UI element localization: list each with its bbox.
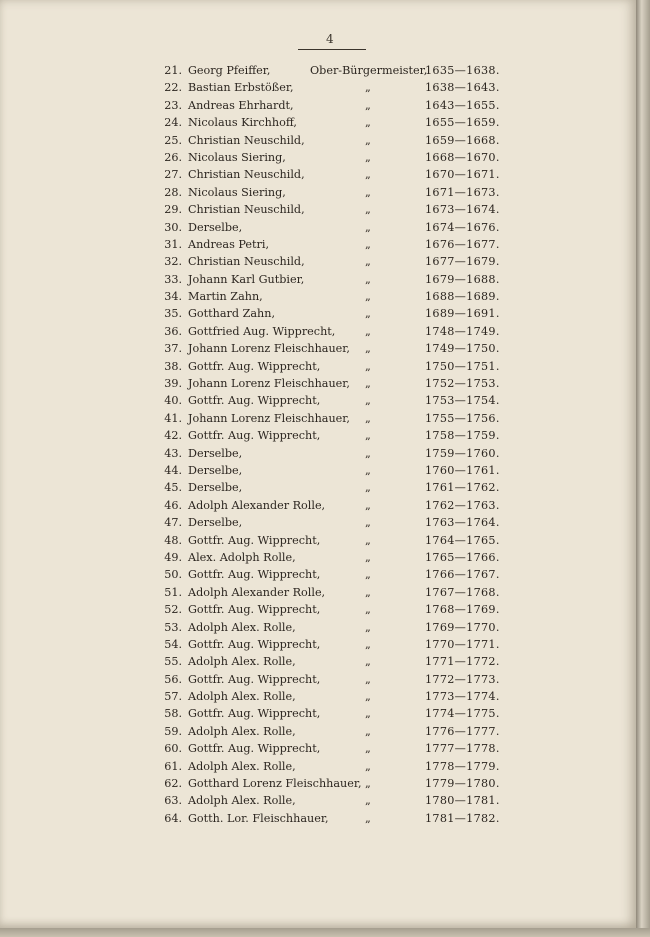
entry-name: Georg Pfeiffer,: [188, 64, 271, 77]
entry-office: „: [365, 203, 371, 217]
entry-years: 1668—1670.: [425, 150, 500, 164]
entry-years: 1673—1674.: [425, 203, 500, 217]
entry-office: „: [365, 394, 371, 408]
entry-years: 1670—1671.: [425, 168, 500, 182]
entry-office: „: [365, 255, 371, 269]
list-item: [160, 447, 520, 464]
entry-years: 1752—1753.: [425, 377, 500, 391]
entry-number: 47.: [164, 516, 182, 530]
entry-number: 64.: [164, 811, 182, 825]
list-item: [160, 638, 520, 655]
entry-office: „: [365, 150, 371, 164]
entry-years: 1762—1763.: [425, 498, 500, 512]
entry-office: „: [365, 133, 371, 147]
list-item: [160, 238, 520, 255]
entry-office: „: [365, 690, 371, 704]
entry-number: 54.: [164, 637, 182, 651]
entry-office: „: [365, 759, 371, 773]
entry-number: 36.: [164, 324, 182, 338]
entry-office: „: [365, 272, 371, 286]
list-item: [160, 481, 520, 498]
entry-name: Bastian Erbstößer,: [188, 81, 294, 95]
entry-years: 1774—1775.: [425, 707, 500, 721]
entry-name: Adolph Alex. Rolle,: [188, 724, 296, 738]
entry-years: 1763—1764.: [425, 516, 500, 530]
entry-years: 1760—1761.: [425, 463, 500, 477]
list-item: [160, 586, 520, 603]
list-item: [160, 603, 520, 620]
list-item: [160, 690, 520, 707]
entry-name: Christian Neuschild,: [188, 255, 305, 269]
entry-name: Christian Neuschild,: [188, 203, 305, 217]
entry-number: 63.: [164, 794, 182, 808]
entry-name: Gottfr. Aug. Wipprecht,: [188, 568, 321, 582]
list-item: [160, 499, 520, 516]
list-item: [160, 377, 520, 394]
list-item: [160, 621, 520, 638]
list-item: [160, 116, 520, 133]
entry-years: 1769—1770.: [425, 620, 500, 634]
list-item: [160, 673, 520, 690]
entry-years: 1780—1781.: [425, 794, 500, 808]
entry-number: 26.: [164, 150, 182, 164]
entry-name: Gottfr. Aug. Wipprecht,: [188, 394, 321, 408]
entry-number: 42.: [164, 429, 182, 443]
list-item: [160, 273, 520, 290]
entry-name: Andreas Ehrhardt,: [188, 98, 294, 112]
entry-number: 58.: [164, 707, 182, 721]
entry-office: „: [365, 429, 371, 443]
entry-office: „: [365, 307, 371, 321]
entry-number: 30.: [164, 220, 182, 234]
entry-years: 1777—1778.: [425, 742, 500, 756]
entry-office: „: [365, 516, 371, 530]
entry-years: 1753—1754.: [425, 394, 500, 408]
entry-number: 45.: [164, 481, 182, 495]
entry-number: 48.: [164, 533, 182, 547]
list-item: [160, 134, 520, 151]
entry-office: „: [365, 342, 371, 356]
entry-name: Nicolaus Siering,: [188, 185, 286, 199]
list-item: [160, 551, 520, 568]
entry-name: Gottfr. Aug. Wipprecht,: [188, 637, 321, 651]
mayor-list: [160, 64, 520, 829]
entry-years: 1771—1772.: [425, 655, 500, 669]
entry-office: „: [365, 116, 371, 130]
list-item: [160, 812, 520, 829]
entry-years: 1779—1780.: [425, 777, 500, 791]
entry-office: „: [365, 498, 371, 512]
entry-name: Gotthard Lorenz Fleischhauer,: [188, 777, 362, 791]
entry-number: 56.: [164, 672, 182, 686]
entry-office: „: [365, 533, 371, 547]
list-item: [160, 221, 520, 238]
list-item: [160, 742, 520, 759]
entry-name: Adolph Alex. Rolle,: [188, 655, 296, 669]
entry-number: 37.: [164, 342, 182, 356]
entry-name: Gottfr. Aug. Wipprecht,: [188, 603, 321, 617]
entry-office: „: [365, 637, 371, 651]
entry-name: Gotth. Lor. Fleischhauer,: [188, 811, 329, 825]
entry-name: Adolph Alexander Rolle,: [188, 498, 326, 512]
entry-years: 1674—1676.: [425, 220, 500, 234]
entry-name: Derselbe,: [188, 446, 243, 460]
entry-number: 43.: [164, 446, 182, 460]
entry-number: 24.: [164, 116, 182, 130]
entry-number: 39.: [164, 377, 182, 391]
list-item: [160, 342, 520, 359]
entry-office: „: [365, 655, 371, 669]
entry-years: 1773—1774.: [425, 690, 500, 704]
entry-name: Gottfr. Aug. Wipprecht,: [188, 672, 321, 686]
entry-name: Adolph Alex. Rolle,: [188, 794, 296, 808]
entry-name: Nicolaus Siering,: [188, 150, 286, 164]
entry-years: 1749—1750.: [425, 342, 500, 356]
entry-name: Johann Lorenz Fleischhauer,: [188, 342, 350, 356]
entry-years: 1655—1659.: [425, 116, 500, 130]
entry-office: „: [365, 672, 371, 686]
list-item: [160, 516, 520, 533]
list-item: [160, 186, 520, 203]
entry-number: 29.: [164, 203, 182, 217]
entry-years: 1638—1643.: [425, 81, 500, 95]
list-item: [160, 360, 520, 377]
entry-years: 1776—1777.: [425, 724, 500, 738]
entry-office: „: [365, 411, 371, 425]
entry-years: 1765—1766.: [425, 550, 500, 564]
list-item: [160, 707, 520, 724]
list-item: [160, 464, 520, 481]
entry-office: „: [365, 237, 371, 251]
entry-number: 62.: [164, 777, 182, 791]
entry-name: Gottfr. Aug. Wipprecht,: [188, 429, 321, 443]
entry-name: Andreas Petri,: [188, 237, 270, 251]
entry-office: „: [365, 811, 371, 825]
list-item: [160, 64, 520, 81]
entry-name: Johann Lorenz Fleischhauer,: [188, 377, 350, 391]
entry-years: 1759—1760.: [425, 446, 500, 460]
entry-years: 1770—1771.: [425, 637, 500, 651]
entry-years: 1679—1688.: [425, 272, 500, 286]
list-item: [160, 777, 520, 794]
entry-office: „: [365, 324, 371, 338]
entry-name: Adolph Alex. Rolle,: [188, 759, 296, 773]
entry-office: „: [365, 724, 371, 738]
entry-years: 1761—1762.: [425, 481, 500, 495]
entry-years: 1766—1767.: [425, 568, 500, 582]
list-item: [160, 325, 520, 342]
entry-name: Adolph Alex. Rolle,: [188, 690, 296, 704]
entry-name: Johann Karl Gutbier,: [188, 272, 305, 286]
entry-number: 51.: [164, 585, 182, 599]
entry-years: 1750—1751.: [425, 359, 500, 373]
entry-number: 31.: [164, 237, 182, 251]
list-item: [160, 534, 520, 551]
entry-number: 23.: [164, 98, 182, 112]
entry-number: 61.: [164, 759, 182, 773]
list-item: [160, 99, 520, 116]
entry-years: 1671—1673.: [425, 185, 500, 199]
entry-number: 52.: [164, 603, 182, 617]
entry-number: 46.: [164, 498, 182, 512]
entry-office: „: [365, 168, 371, 182]
list-item: [160, 307, 520, 324]
entry-office: „: [365, 446, 371, 460]
entry-name: Christian Neuschild,: [188, 133, 305, 147]
list-item: [160, 81, 520, 98]
entry-office: „: [365, 707, 371, 721]
list-item: [160, 794, 520, 811]
entry-number: 25.: [164, 133, 182, 147]
entry-number: 59.: [164, 724, 182, 738]
entry-office: „: [365, 377, 371, 391]
entry-name: Gottfr. Aug. Wipprecht,: [188, 359, 321, 373]
entry-years: 1676—1677.: [425, 237, 500, 251]
list-item: [160, 168, 520, 185]
entry-years: 1758—1759.: [425, 429, 500, 443]
list-item: [160, 655, 520, 672]
list-item: [160, 429, 520, 446]
entry-office: „: [365, 220, 371, 234]
entry-name: Gottfried Aug. Wipprecht,: [188, 324, 336, 338]
entry-number: 32.: [164, 255, 182, 269]
entry-number: 38.: [164, 359, 182, 373]
entry-number: 44.: [164, 463, 182, 477]
entry-office: „: [365, 620, 371, 634]
entry-number: 49.: [164, 550, 182, 564]
entry-name: Derselbe,: [188, 220, 243, 234]
entry-number: 40.: [164, 394, 182, 408]
entry-name: Gottfr. Aug. Wipprecht,: [188, 742, 321, 756]
entry-office: „: [365, 290, 371, 304]
entry-number: 55.: [164, 655, 182, 669]
entry-number: 53.: [164, 620, 182, 634]
entry-number: 41.: [164, 411, 182, 425]
entry-years: 1643—1655.: [425, 98, 500, 112]
entry-number: 27.: [164, 168, 182, 182]
entry-office: Ober-Bürgermeister,: [310, 64, 428, 77]
entry-office: „: [365, 185, 371, 199]
entry-name: Derselbe,: [188, 481, 243, 495]
entry-number: 22.: [164, 81, 182, 95]
entry-name: Gottfr. Aug. Wipprecht,: [188, 533, 321, 547]
entry-number: 28.: [164, 185, 182, 199]
page-bottom-edge: [0, 928, 650, 937]
entry-name: Nicolaus Kirchhoff,: [188, 116, 297, 130]
entry-name: Gottfr. Aug. Wipprecht,: [188, 707, 321, 721]
entry-years: 1755—1756.: [425, 411, 500, 425]
entry-office: „: [365, 81, 371, 95]
entry-name: Adolph Alexander Rolle,: [188, 585, 326, 599]
entry-office: „: [365, 98, 371, 112]
entry-years: 1767—1768.: [425, 585, 500, 599]
page-number: 4: [326, 32, 334, 46]
entry-office: „: [365, 568, 371, 582]
entry-office: „: [365, 777, 371, 791]
entry-name: Martin Zahn,: [188, 290, 263, 304]
entry-name: Alex. Adolph Rolle,: [188, 550, 296, 564]
entry-office: „: [365, 481, 371, 495]
entry-name: Derselbe,: [188, 463, 243, 477]
entry-number: 50.: [164, 568, 182, 582]
entry-number: 34.: [164, 290, 182, 304]
list-item: [160, 725, 520, 742]
list-item: [160, 255, 520, 272]
entry-office: „: [365, 585, 371, 599]
entry-years: 1768—1769.: [425, 603, 500, 617]
entry-name: Christian Neuschild,: [188, 168, 305, 182]
entry-number: 33.: [164, 272, 182, 286]
entry-office: „: [365, 359, 371, 373]
list-item: [160, 568, 520, 585]
entry-number: 35.: [164, 307, 182, 321]
entry-years: 1689—1691.: [425, 307, 500, 321]
entry-years: 1781—1782.: [425, 811, 500, 825]
entry-name: Derselbe,: [188, 516, 243, 530]
entry-office: „: [365, 794, 371, 808]
entry-years: 1659—1668.: [425, 133, 500, 147]
entry-years: 1635—1638.: [425, 64, 500, 77]
list-item: [160, 203, 520, 220]
entry-years: 1772—1773.: [425, 672, 500, 686]
page-edge: [636, 0, 650, 937]
list-item: [160, 151, 520, 168]
list-item: [160, 394, 520, 411]
entry-years: 1764—1765.: [425, 533, 500, 547]
entry-years: 1677—1679.: [425, 255, 500, 269]
entry-name: Gotthard Zahn,: [188, 307, 276, 321]
entry-office: „: [365, 603, 371, 617]
list-item: [160, 412, 520, 429]
entry-number: 57.: [164, 690, 182, 704]
entry-name: Adolph Alex. Rolle,: [188, 620, 296, 634]
header-rule: [298, 49, 366, 50]
entry-years: 1748—1749.: [425, 324, 500, 338]
list-item: [160, 760, 520, 777]
entry-office: „: [365, 463, 371, 477]
entry-number: 21.: [164, 64, 182, 77]
entry-number: 60.: [164, 742, 182, 756]
entry-years: 1688—1689.: [425, 290, 500, 304]
entry-office: „: [365, 550, 371, 564]
list-item: [160, 290, 520, 307]
entry-years: 1778—1779.: [425, 759, 500, 773]
entry-office: „: [365, 742, 371, 756]
entry-name: Johann Lorenz Fleischhauer,: [188, 411, 350, 425]
